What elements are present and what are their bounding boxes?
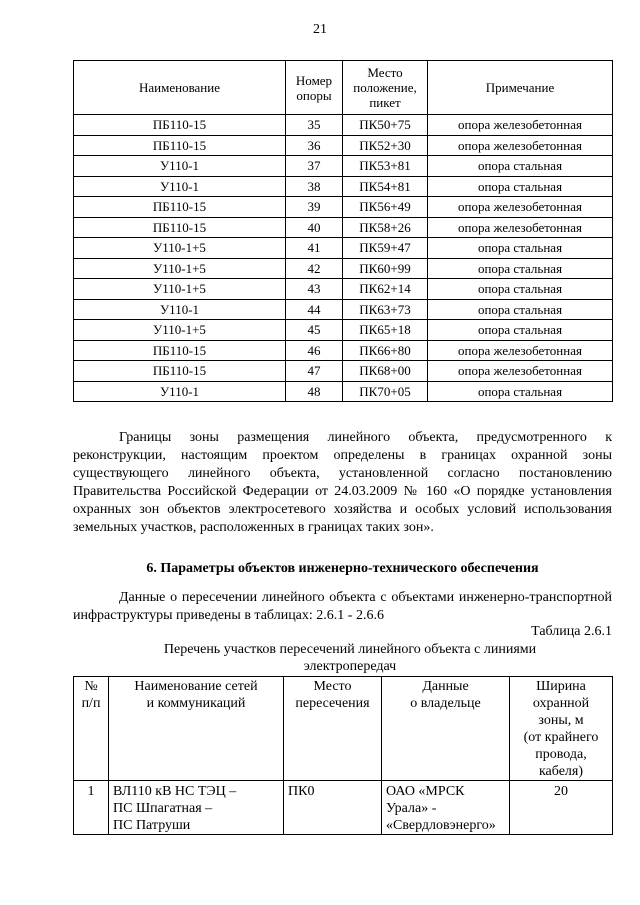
poles-table <box>73 60 613 402</box>
table-row <box>74 320 613 341</box>
cell-pole-number: 44 <box>286 299 343 320</box>
cell-note: опора железобетонная <box>428 115 613 136</box>
poles-table-header <box>74 61 613 115</box>
header-row-number: № п/п <box>74 677 109 781</box>
cell-name: ПБ110-15 <box>74 115 286 136</box>
cell-name: У110-1 <box>74 381 286 402</box>
table-row <box>74 115 613 136</box>
cell-location: ПК53+81 <box>343 156 428 177</box>
cell-pole-number: 48 <box>286 381 343 402</box>
table-row <box>74 238 613 259</box>
cell-pole-number: 36 <box>286 135 343 156</box>
cell-row-number: 1 <box>74 781 109 835</box>
header-pole-number: Номер опоры <box>286 61 343 115</box>
cell-name: У110-1+5 <box>74 238 286 259</box>
page-number: 21 <box>313 22 327 37</box>
table-row <box>74 340 613 361</box>
cell-name: ПБ110-15 <box>74 197 286 218</box>
intersections-table-header <box>74 677 613 781</box>
cell-note: опора стальная <box>428 258 613 279</box>
header-name: Наименование <box>74 61 286 115</box>
cell-note: опора стальная <box>428 279 613 300</box>
table-row <box>74 156 613 177</box>
cell-location: ПК50+75 <box>343 115 428 136</box>
table-row <box>74 217 613 238</box>
cell-pole-number: 38 <box>286 176 343 197</box>
cell-name: У110-1+5 <box>74 279 286 300</box>
cell-location: ПК68+00 <box>343 361 428 382</box>
header-network-name: Наименование сетей и коммуникаций <box>109 677 284 781</box>
table-row <box>74 279 613 300</box>
cell-name: ПБ110-15 <box>74 217 286 238</box>
header-protection-zone: Ширина охранной зоны, м (от крайнего провода, кабеля) <box>510 677 613 781</box>
cell-name: У110-1+5 <box>74 320 286 341</box>
cell-name: У110-1 <box>74 299 286 320</box>
cell-location: ПК59+47 <box>343 238 428 259</box>
cell-name: У110-1 <box>74 156 286 177</box>
cell-network-name: ВЛ110 кВ НС ТЭЦ – ПС Шпагатная – ПС Патруши <box>109 781 284 835</box>
cell-pole-number: 40 <box>286 217 343 238</box>
header-intersection-place: Место пересечения <box>284 677 382 781</box>
cell-name: У110-1 <box>74 176 286 197</box>
cell-pole-number: 42 <box>286 258 343 279</box>
cell-intersection-place: ПК0 <box>284 781 382 835</box>
cell-pole-number: 43 <box>286 279 343 300</box>
cell-name: ПБ110-15 <box>74 135 286 156</box>
cell-name: ПБ110-15 <box>74 361 286 382</box>
cell-pole-number: 35 <box>286 115 343 136</box>
cell-note: опора стальная <box>428 156 613 177</box>
cell-location: ПК62+14 <box>343 279 428 300</box>
cell-note: опора стальная <box>428 320 613 341</box>
table-row <box>74 299 613 320</box>
table-row <box>74 197 613 218</box>
table-row <box>74 176 613 197</box>
table-row <box>74 381 613 402</box>
cell-note: опора стальная <box>428 299 613 320</box>
cell-pole-number: 46 <box>286 340 343 361</box>
table-label: Таблица 2.6.1 <box>531 624 612 639</box>
cell-note: опора железобетонная <box>428 135 613 156</box>
cell-location: ПК70+05 <box>343 381 428 402</box>
intersections-paragraph: Данные о пересечении линейного объекта с объектами инженерно-транспортной инфраструктуры приведены в таблицах: 2.6.1 - 2.6.6 <box>73 590 612 623</box>
cell-note: опора железобетонная <box>428 361 613 382</box>
table-row <box>74 781 613 835</box>
header-note: Примечание <box>428 61 613 115</box>
cell-name: У110-1+5 <box>74 258 286 279</box>
section-heading: 6. Параметры объектов инженерно-технического обеспечения <box>146 561 539 576</box>
cell-note: опора стальная <box>428 381 613 402</box>
table-row <box>74 135 613 156</box>
cell-location: ПК66+80 <box>343 340 428 361</box>
cell-location: ПК58+26 <box>343 217 428 238</box>
cell-location: ПК54+81 <box>343 176 428 197</box>
cell-location: ПК60+99 <box>343 258 428 279</box>
cell-pole-number: 39 <box>286 197 343 218</box>
table-caption: Перечень участков пересечений линейного объекта с линиями электропередач <box>163 642 537 674</box>
cell-location: ПК63+73 <box>343 299 428 320</box>
cell-note: опора стальная <box>428 238 613 259</box>
intersections-table <box>73 676 613 835</box>
cell-note: опора стальная <box>428 176 613 197</box>
table-row <box>74 258 613 279</box>
cell-location: ПК56+49 <box>343 197 428 218</box>
cell-pole-number: 45 <box>286 320 343 341</box>
cell-location: ПК65+18 <box>343 320 428 341</box>
table-row <box>74 361 613 382</box>
cell-protection-zone: 20 <box>510 781 613 835</box>
header-location: Место положение, пикет <box>343 61 428 115</box>
cell-note: опора железобетонная <box>428 197 613 218</box>
cell-pole-number: 47 <box>286 361 343 382</box>
cell-pole-number: 41 <box>286 238 343 259</box>
cell-owner: ОАО «МРСК Урала» - «Свердловэнерго» <box>382 781 510 835</box>
boundary-paragraph: Границы зоны размещения линейного объекта, предусмотренного к реконструкции, настоящим проектом определены в границах охранной зоны существующего линейного объекта, установленной согласно постановлению Правительства Российской Федерации от 24.03.2009 № 160 «О порядке установления охранных зон объектов электросетевого хозяйства и особых условий использования земельных участков, расположенных в границах таких зон». <box>73 430 612 535</box>
cell-location: ПК52+30 <box>343 135 428 156</box>
cell-pole-number: 37 <box>286 156 343 177</box>
cell-name: ПБ110-15 <box>74 340 286 361</box>
header-owner: Данные о владельце <box>382 677 510 781</box>
cell-note: опора железобетонная <box>428 340 613 361</box>
cell-note: опора железобетонная <box>428 217 613 238</box>
